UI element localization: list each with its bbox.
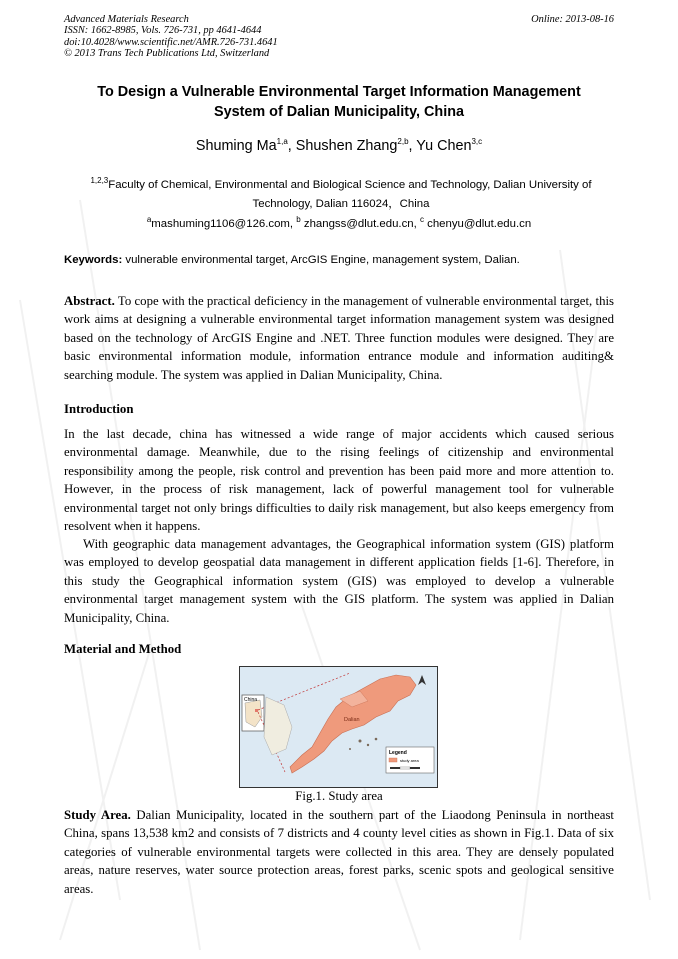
author-name: Shushen Zhang <box>295 137 398 154</box>
email-link[interactable]: zhangss@dlut.edu.cn <box>303 217 414 230</box>
abstract-label: Abstract. <box>64 294 115 308</box>
study-area-label: Study Area. <box>64 808 131 822</box>
author-name: Shuming Ma <box>195 137 277 154</box>
legend-item: study area <box>400 758 419 763</box>
introduction-heading: Introduction <box>64 402 134 416</box>
email-sup: c <box>419 215 424 224</box>
keywords-label: Keywords: <box>64 254 123 266</box>
email-sup: a <box>146 215 152 224</box>
title-line-2: System of Dalian Municipality, China <box>213 104 464 120</box>
journal-header <box>64 14 278 60</box>
issn-line: ISSN: 1662-8985, Vols. 726-731, pp 4641-4644 <box>64 25 262 37</box>
legend-title: Legend <box>389 750 407 756</box>
online-date: Online: 2013-08-16 <box>531 14 614 25</box>
email-link[interactable]: mashuming1106@126.com <box>151 217 290 230</box>
keywords <box>64 254 614 266</box>
study-area-map <box>239 666 438 788</box>
intro-paragraph-2: With geographic data management advantages, the Geographical information system (GIS) platform was employed to develop geospatial data management in different application fields [1-6]. Therefore, in this study the Geographical information system (GIS) was employed to develop a vulnerable environmental target management system with the GIS platform. The system was applied in Dalian Municipality, China. <box>64 537 614 625</box>
affiliation-text: Faculty of Chemical, Environmental and Biological Science and Technology, Dalian University of Technology, Dalian 116024，China <box>108 178 592 210</box>
email-list: $^a$mashuming1106@126.com, $^b$ zhangss@dlut.edu.cn, $^c$ chenyu@dlut.edu.cn <box>146 215 532 230</box>
study-area-text: Dalian Municipality, located in the southern part of the Liaodong Peninsula in northeast China, spans 13,538 km2 and consists of 7 districts and 4 county level cities as shown in Fig.1. Data of six categories of vulnerable environmental targets were collected in this area. They are densely populated areas, nature reserves, water source protection areas, forest parks, scenic spots and geological sensitive areas. <box>64 808 614 896</box>
intro-paragraph-1: In the last decade, china has witnessed a wide range of major accidents which caused serious environmental damage. Meanwhile, due to the rising feelings of citizenship and environmental responsibility among the people, risk control and prevention has been paid more and more attention to. However, in the process of risk management, lack of powerful management tool for vulnerable environmental target not only brings difficulties to daily risk management, but also keeps emergency from resolvent when it happens. <box>64 427 614 534</box>
journal-name: Advanced Materials Research <box>64 14 189 25</box>
method-heading: Material and Method <box>64 642 182 656</box>
inset-china-label: China <box>244 697 258 703</box>
author-sup: 2,b <box>397 137 409 146</box>
abstract-text: To cope with the practical deficiency in the management of vulnerable environmental target, this work aims at designing a vulnerable environmental target information management system was designed based on the technology of ArcGIS Engine and .NET. Three function modules were designed. They are basic environmental information module, information entrance module and information auditing& searching module. The system was applied in Dalian Municipality, China. <box>64 294 614 382</box>
scale-bar <box>390 767 420 769</box>
author-sup: 1,a <box>276 137 288 146</box>
figure-caption: Fig.1. Study area <box>295 789 383 803</box>
email-link[interactable]: chenyu@dlut.edu.cn <box>427 217 532 230</box>
dalian-label: Dalian <box>344 717 360 723</box>
author-list: Shuming Ma$^{1,a}$, Shushen Zhang$^{2,b}$, Yu Chen$^{3,c}$ <box>195 137 483 154</box>
study-area-paragraph <box>64 806 614 898</box>
paper-title <box>40 82 638 122</box>
author-sup: 3,c <box>471 137 483 146</box>
map-graphic <box>240 667 437 787</box>
copyright-line: © 2013 Trans Tech Publications Ltd, Switzerland <box>64 48 270 60</box>
author-name: Yu Chen <box>416 137 472 154</box>
affiliation-sup: 1,2,3 <box>90 176 109 185</box>
affiliation <box>60 171 622 214</box>
abstract <box>64 292 614 384</box>
doi-line: doi:10.4028/www.scientific.net/AMR.726-731.4641 <box>64 36 278 48</box>
email-sup: b <box>296 215 301 224</box>
keywords-text: vulnerable environmental target, ArcGIS Engine, management system, Dalian. <box>125 254 520 266</box>
title-line-1: To Design a Vulnerable Environmental Target Information Management <box>97 84 581 100</box>
